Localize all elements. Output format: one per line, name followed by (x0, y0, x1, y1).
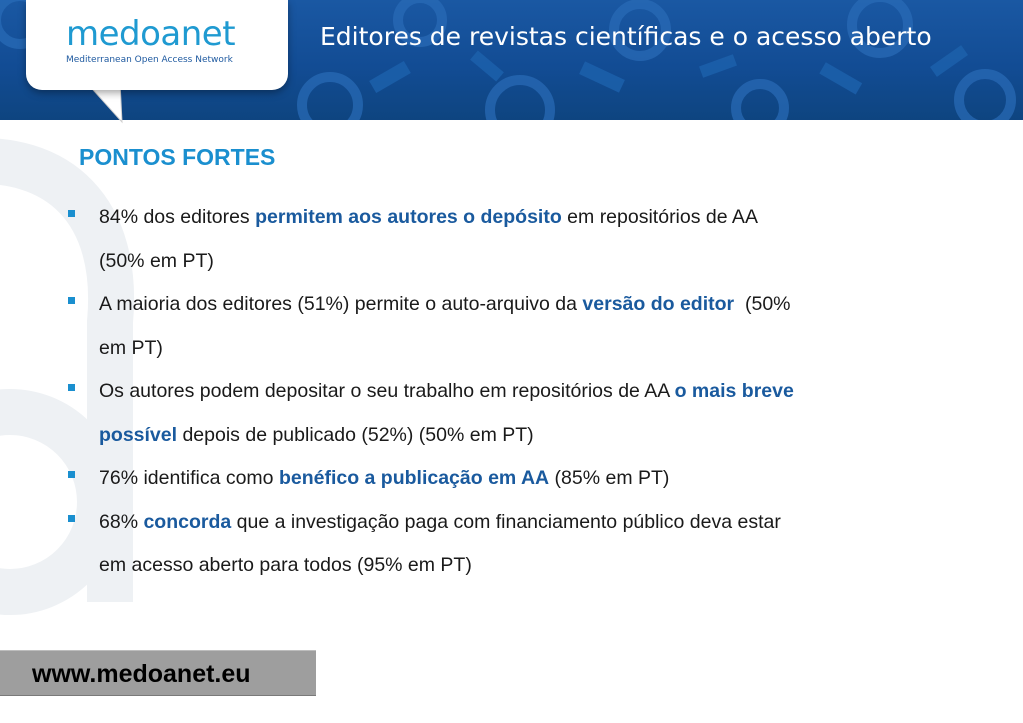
bullet-item (66, 370, 966, 457)
square-bullet-icon (68, 210, 75, 217)
website-url[interactable]: www.medoanet.eu (32, 660, 251, 688)
bullet-text: 84% dos editores permitem aos autores o depósito em repositórios de AA (50% em PT) (99, 206, 758, 272)
bullet-item (66, 501, 966, 588)
logo-wordmark: medoanet (66, 14, 236, 54)
logo-subtitle: Mediterranean Open Access Network (66, 55, 233, 65)
bullet-item (66, 283, 966, 370)
footer-url-box (0, 650, 316, 696)
bullet-text: 76% identifica como benéfico a publicação em AA (85% em PT) (99, 467, 670, 489)
square-bullet-icon (68, 471, 75, 478)
bullet-text: 68% concorda que a investigação paga com financiamento público deva estar em acesso aberto para todos (95% em PT) (99, 510, 781, 576)
page-title: Editores de revistas científicas e o acesso aberto (320, 22, 932, 51)
bullet-item (66, 196, 966, 283)
bullet-item (66, 457, 966, 501)
square-bullet-icon (68, 515, 75, 522)
section-title: PONTOS FORTES (79, 144, 276, 170)
bullet-text: Os autores podem depositar o seu trabalho em repositórios de AA o mais breve possível depois de publicado (52%) (50% em PT) (99, 380, 794, 446)
bullet-text: A maioria dos editores (51%) permite o auto-arquivo da versão do editor (50% em PT) (99, 293, 791, 359)
square-bullet-icon (68, 297, 75, 304)
bullet-list (66, 196, 966, 588)
square-bullet-icon (68, 384, 75, 391)
logo-card (26, 0, 288, 90)
